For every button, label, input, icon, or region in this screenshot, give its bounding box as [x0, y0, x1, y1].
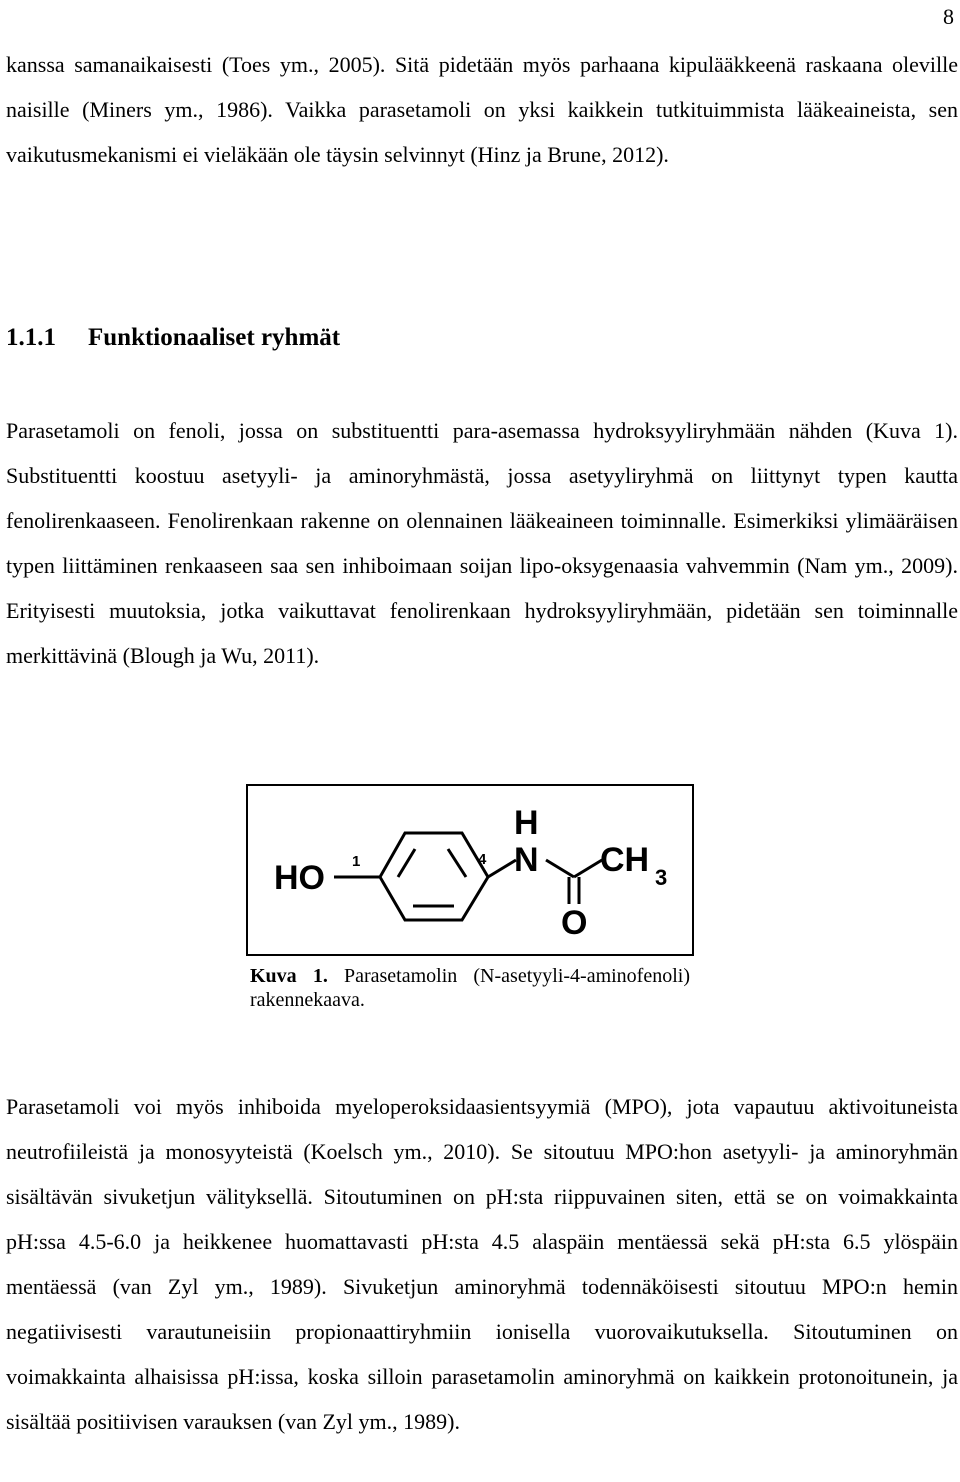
- body-paragraph-3: Parasetamoli voi myös inhiboida myeloperoksidaasientsyymiä (MPO), jota vapautuu aktivoituneista neutrofiileistä ja monosyyteistä (Koelsch ym., 2010). Se sitoutuu MPO:hon asetyyli- ja aminoryhmän sisältävän sivuketjun välityksellä. Sitoutuminen on pH:sta riippuvainen siten, että se on voimakkainta pH:ssa 4.5-6.0 ja heikkenee huomattavasti pH:sta 4.5 alaspäin mentäessä sekä pH:sta 6.5 ylöspäin mentäessä (van Zyl ym., 1989). Sivuketjun aminoryhmä todennäköisesti sitoutuu MPO:n hemin negatiivisesti varautuneisiin propionaattiryhmiin ionisella vuorovaikutuksella. Sitoutuminen on voimakkainta alhaisissa pH:issa, koska silloin parasetamolin aminoryhmä on kaikkein protonoitunein, ja sisältää positiivisen varauksen (van Zyl ym., 1989).: [6, 1094, 958, 1434]
- section-title: Funktionaaliset ryhmät: [88, 324, 341, 351]
- ho-label: HO: [274, 859, 325, 897]
- paracetamol-structure-diagram: [248, 786, 692, 954]
- n-label: N: [514, 841, 539, 879]
- h-label: H: [514, 804, 539, 842]
- ring-double-bond-2: [448, 849, 466, 877]
- structure-figure: [246, 784, 694, 956]
- carbon-methyl-bond: [574, 860, 602, 877]
- section-heading: [6, 318, 340, 358]
- figure-caption-text: Parasetamolin (N-asetyyli-4-aminofenoli) rakennekaava.: [250, 965, 690, 1011]
- ring-n-bond: [488, 860, 516, 877]
- position-1-label: 1: [352, 853, 361, 870]
- page-number: 8: [943, 4, 954, 29]
- section-number: 1.1.1: [6, 324, 56, 351]
- n-carbon-bond: [546, 860, 574, 877]
- o-label: O: [561, 904, 588, 942]
- figure-caption-label: Kuva 1.: [250, 965, 328, 987]
- ch-label: CH: [600, 841, 650, 879]
- body-paragraph-1: kanssa samanaikaisesti (Toes ym., 2005). Sitä pidetään myös parhaana kipulääkkeenä raskaana oleville naisille (Miners ym., 1986). Vaikka parasetamoli on yksi kaikkein tutkituimmista lääkeaineista, sen vaikutusmekanismi ei vieläkään ole täysin selvinnyt (Hinz ja Brune, 2012).: [6, 52, 958, 167]
- figure-caption: [250, 964, 690, 1012]
- position-4-label: 4: [478, 851, 487, 868]
- body-paragraph-2: Parasetamoli on fenoli, jossa on substituentti para-asemassa hydroksyyliryhmään nähden (Kuva 1). Substituentti koostuu asetyyli- ja aminoryhmästä, jossa asetyyliryhmä on liittynyt typen kautta fenolirenkaaseen. Fenolirenkaan rakenne on olennainen lääkeaineen toiminnalle. Esimerkiksi ylimääräisen typen liittäminen renkaaseen saa sen inhiboimaan soijan lipo-oksygenaasia vahvemmin (Nam ym., 2009). Erityisesti muutoksia, jotka vaikuttavat fenolirenkaan hydroksyyliryhmään, pidetään sen toiminnalle merkittävinä (Blough ja Wu, 2011).: [6, 418, 958, 668]
- ring-double-bond-1: [398, 849, 415, 877]
- subscript-3-label: 3: [655, 865, 668, 890]
